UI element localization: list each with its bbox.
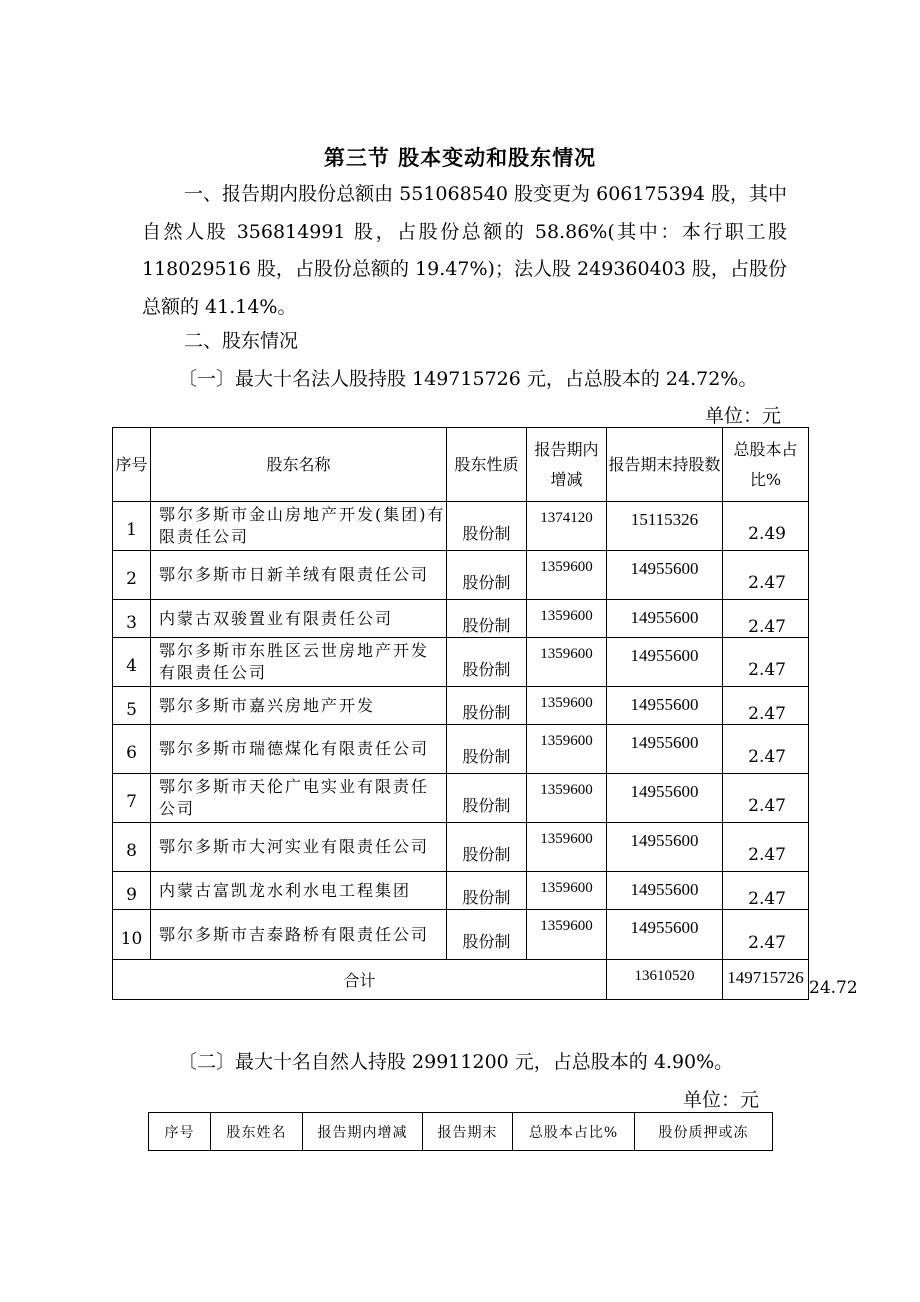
row-ratio: 2.47 bbox=[723, 687, 809, 725]
row-seq: 10 bbox=[113, 910, 151, 960]
table-row bbox=[113, 910, 809, 960]
row-nature: 股份制 bbox=[447, 638, 527, 687]
total-increase: 13610520 bbox=[607, 960, 723, 1000]
row-nature: 股份制 bbox=[447, 725, 527, 774]
row-increase: 1359600 bbox=[527, 774, 607, 823]
row-increase: 1359600 bbox=[527, 910, 607, 960]
row-period-end: 14955600 bbox=[607, 823, 723, 872]
section-title: 第三节 股本变动和股东情况 bbox=[323, 145, 597, 170]
row-period-end: 14955600 bbox=[607, 638, 723, 687]
row-increase: 1359600 bbox=[527, 638, 607, 687]
row-nature: 股份制 bbox=[447, 687, 527, 725]
row-seq: 1 bbox=[113, 502, 151, 551]
table-header-row bbox=[149, 1113, 773, 1151]
table-row bbox=[113, 823, 809, 872]
table-row bbox=[113, 600, 809, 638]
row-name: 鄂尔多斯市金山房地产开发(集团)有限责任公司 bbox=[151, 502, 447, 551]
row-increase: 1359600 bbox=[527, 725, 607, 774]
table-row bbox=[113, 725, 809, 774]
row-seq: 4 bbox=[113, 638, 151, 687]
row-increase: 1359600 bbox=[527, 687, 607, 725]
row-name: 内蒙古双骏置业有限责任公司 bbox=[151, 600, 447, 638]
total-label: 合计 bbox=[113, 960, 607, 1000]
row-name: 鄂尔多斯市嘉兴房地产开发 bbox=[151, 687, 447, 725]
row-name: 鄂尔多斯市东胜区云世房地产开发有限责任公司 bbox=[151, 638, 447, 687]
header-nature: 股东性质 bbox=[447, 428, 527, 502]
row-period-end: 14955600 bbox=[607, 872, 723, 910]
row-name: 鄂尔多斯市瑞德煤化有限责任公司 bbox=[151, 725, 447, 774]
header-seq: 序号 bbox=[149, 1113, 211, 1151]
table-header-row bbox=[113, 428, 809, 502]
row-period-end: 14955600 bbox=[607, 725, 723, 774]
row-seq: 9 bbox=[113, 872, 151, 910]
table-row bbox=[113, 872, 809, 910]
header-holder-name: 股东姓名 bbox=[211, 1113, 303, 1151]
unit-label-2: 单位：元 bbox=[683, 1089, 760, 1111]
row-period-end: 14955600 bbox=[607, 600, 723, 638]
header-seq: 序号 bbox=[113, 428, 151, 502]
row-seq: 5 bbox=[113, 687, 151, 725]
row-ratio: 2.47 bbox=[723, 638, 809, 687]
header-period-end: 报告期末持股数 bbox=[607, 428, 723, 502]
legal-person-shareholders-table bbox=[112, 427, 858, 1000]
header-ratio: 总股本占比% bbox=[513, 1113, 635, 1151]
row-increase: 1359600 bbox=[527, 872, 607, 910]
row-nature: 股份制 bbox=[447, 600, 527, 638]
header-name: 股东名称 bbox=[151, 428, 447, 502]
row-increase: 1359600 bbox=[527, 551, 607, 600]
row-ratio: 2.47 bbox=[723, 872, 809, 910]
table-total-row: 合计 13610520 149715726 24.72 bbox=[113, 960, 809, 1000]
row-name: 鄂尔多斯市大河实业有限责任公司 bbox=[151, 823, 447, 872]
row-period-end: 14955600 bbox=[607, 551, 723, 600]
natural-person-shareholders-table bbox=[148, 1112, 773, 1151]
row-ratio: 2.47 bbox=[723, 600, 809, 638]
row-seq: 3 bbox=[113, 600, 151, 638]
row-ratio: 2.47 bbox=[723, 910, 809, 960]
header-increase: 报告期内增减 bbox=[303, 1113, 423, 1151]
table-row bbox=[113, 687, 809, 725]
row-increase: 1359600 bbox=[527, 823, 607, 872]
row-ratio: 2.47 bbox=[723, 551, 809, 600]
row-name: 内蒙古富凯龙水利水电工程集团 bbox=[151, 872, 447, 910]
row-period-end: 14955600 bbox=[607, 687, 723, 725]
row-nature: 股份制 bbox=[447, 502, 527, 551]
row-nature: 股份制 bbox=[447, 774, 527, 823]
row-nature: 股份制 bbox=[447, 551, 527, 600]
row-nature: 股份制 bbox=[447, 823, 527, 872]
row-seq: 6 bbox=[113, 725, 151, 774]
row-name: 鄂尔多斯市吉泰路桥有限责任公司 bbox=[151, 910, 447, 960]
table-row bbox=[113, 551, 809, 600]
table-row bbox=[113, 774, 809, 823]
row-seq: 2 bbox=[113, 551, 151, 600]
row-seq: 7 bbox=[113, 774, 151, 823]
natural-person-subheading: 〔二〕最大十名自然人持股 29911200 元，占总股本的 4.90%。 bbox=[178, 1051, 734, 1073]
table-row bbox=[113, 502, 809, 551]
header-ratio: 总股本占比% bbox=[723, 428, 809, 502]
row-period-end: 14955600 bbox=[607, 910, 723, 960]
row-name: 鄂尔多斯市天伦广电实业有限责任公司 bbox=[151, 774, 447, 823]
legal-person-subheading: 〔一〕最大十名法人股持股 149715726 元，占总股本的 24.72%。 bbox=[178, 368, 758, 390]
header-period-end: 报告期末 bbox=[423, 1113, 513, 1151]
row-ratio: 2.47 bbox=[723, 725, 809, 774]
row-nature: 股份制 bbox=[447, 872, 527, 910]
share-change-paragraph: 一、报告期内股份总额由 551068540 股变更为 606175394 股，其中自然人股 356814991 股，占股份总额的 58.86%(其中：本行职工股 118029516 股，占股份总额的 19.47%)；法人股 249360403 股，占股份总额的 41.14%。 bbox=[142, 183, 787, 318]
row-ratio: 2.47 bbox=[723, 823, 809, 872]
row-nature: 股份制 bbox=[447, 910, 527, 960]
unit-label-1: 单位：元 bbox=[705, 405, 782, 427]
table-row bbox=[113, 638, 809, 687]
row-seq: 8 bbox=[113, 823, 151, 872]
row-name: 鄂尔多斯市日新羊绒有限责任公司 bbox=[151, 551, 447, 600]
header-pledge: 股份质押或冻 bbox=[635, 1113, 773, 1151]
row-increase: 1359600 bbox=[527, 600, 607, 638]
row-increase: 1374120 bbox=[527, 502, 607, 551]
row-period-end: 14955600 bbox=[607, 774, 723, 823]
header-increase: 报告期内增减 bbox=[527, 428, 607, 502]
shareholder-heading: 二、股东情况 bbox=[184, 330, 299, 352]
row-ratio: 2.49 bbox=[723, 502, 809, 551]
row-ratio: 2.47 bbox=[723, 774, 809, 823]
total-period-end: 149715726 bbox=[723, 960, 809, 1000]
row-period-end: 15115326 bbox=[607, 502, 723, 551]
